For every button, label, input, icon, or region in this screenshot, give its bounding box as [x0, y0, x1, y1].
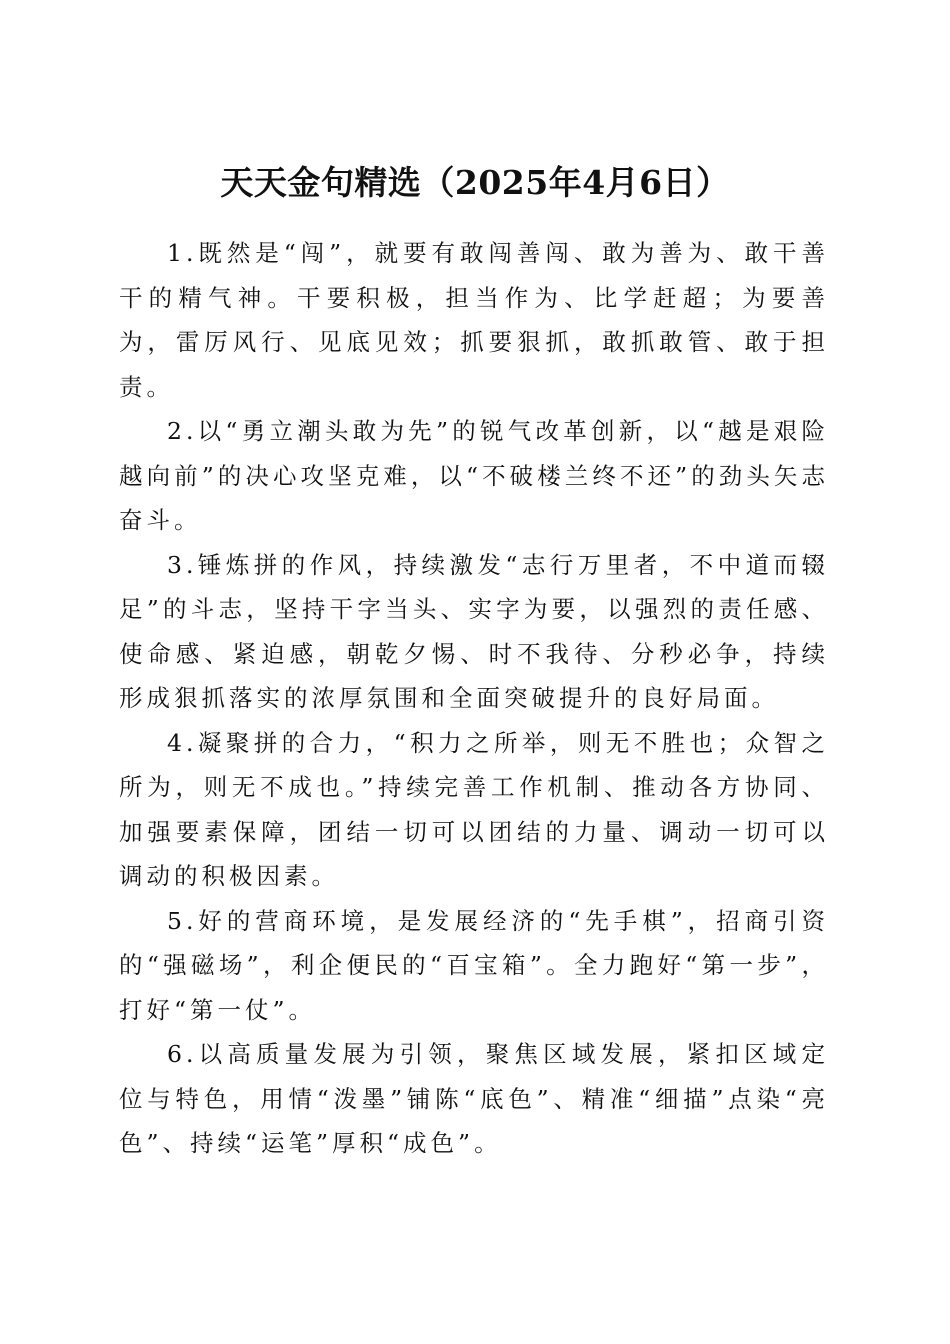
paragraph-4: 4.凝聚拼的合力，“积力之所举，则无不胜也；众智之所为，则无不成也。”持续完善工作机制、推动各方协同、加强要素保障，团结一切可以团结的力量、调动一切可以调动的积极因素。 — [119, 728, 829, 890]
paragraph-1: 1.既然是“闯”，就要有敢闯善闯、敢为善为、敢干善干的精气神。干要积极，担当作为、比学赶超；为要善为，雷厉风行、见底见效；抓要狠抓，敢抓敢管、敢于担责。 — [119, 239, 829, 401]
paragraph-3: 3.锤炼拼的作风，持续激发“志行万里者，不中道而辍足”的斗志，坚持干字当头、实字为要，以强烈的责任感、使命感、紧迫感，朝乾夕惕、时不我待、分秒必争，持续形成狠抓落实的浓厚氛围和全面突破提升的良好局面。 — [119, 550, 829, 712]
page-title: 天天金句精选（2025年4月6日） — [220, 163, 730, 203]
paragraph-5: 5.好的营商环境，是发展经济的“先手棋”，招商引资的“强磁场”，利企便民的“百宝箱”。全力跑好“第一步”，打好“第一仗”。 — [119, 906, 829, 1024]
paragraph-6: 6.以高质量发展为引领，聚焦区域发展，紧扣区域定位与特色，用情“泼墨”铺陈“底色”、精准“细描”点染“亮色”、持续“运笔”厚积“成色”。 — [119, 1040, 829, 1157]
paragraph-2: 2.以“勇立潮头敢为先”的锐气改革创新，以“越是艰险越向前”的决心攻坚克难，以“不破楼兰终不还”的劲头矢志奋斗。 — [119, 417, 829, 534]
document-body — [119, 231, 829, 1166]
